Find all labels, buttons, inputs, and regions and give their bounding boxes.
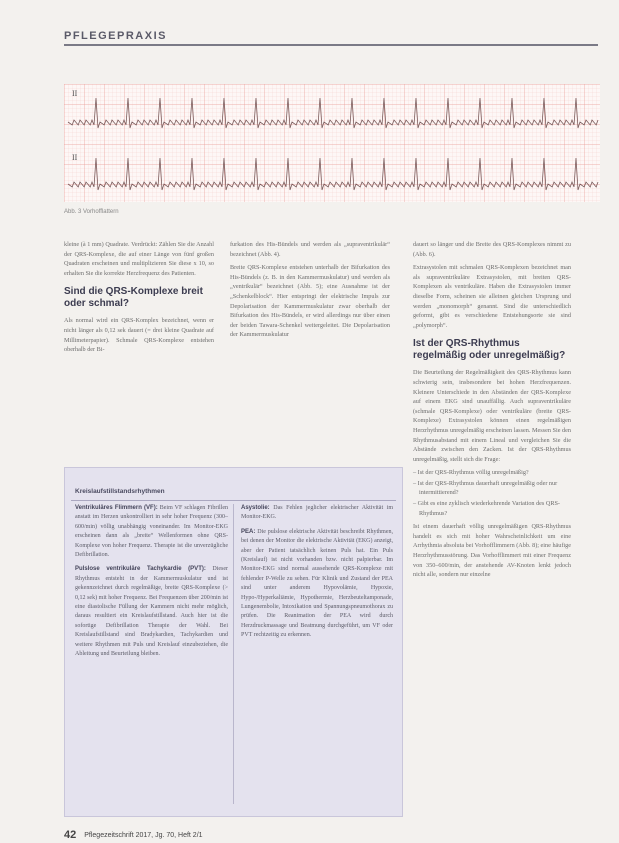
paragraph: kleine (à 1 mm) Quadrate. Verdrückt: Zählen Sie die Anzahl der QRS-Komplexe, die auf einer Länge von fünf großen Quadraten erscheinen und multiplizieren Sie diese x 10, so erhalten Sie die korrekte Herzfrequenz des Patienten. bbox=[64, 241, 214, 277]
subheading: Sind die QRS-Komplexe breit oder schmal? bbox=[64, 286, 203, 310]
journal-citation: Pflegezeitschrift 2017, Jg. 70, Heft 2/1 bbox=[84, 832, 203, 839]
term-text: Das Fehlen jeglicher elektrischer Aktivität im Monitor-EKG. bbox=[241, 505, 393, 521]
term-label: PEA: bbox=[241, 528, 256, 535]
term-text: Dieser Rhythmus entsteht in der Kammermuskulatur und ist gekennzeichnet durch regelmäßige, breite QRS-Komplexe (> 0,12 sek) mit hoher Frequenz. Bei Frequenzen über 200/min ist eine diastolische Füllung der Kammern nicht mehr möglich, daraus resultiert ein Kreislaufstillstand. Auch hier ist die sofortige Defibrillation Therapie der Wahl. Bei Kreislaufstillstand sind Bradykardien, Tachykardien und weitere Rhythmen mit Puls und Kreislauf einzubeziehen, die Ableitung und Beurteilung bleiben. bbox=[75, 566, 228, 658]
info-box-column-left bbox=[75, 504, 228, 665]
term-label: Asystolie: bbox=[241, 505, 270, 511]
list-item: – Gibt es eine zyklisch wiederkehrende Variation des QRS-Rhythmus? bbox=[413, 500, 560, 517]
header-rule bbox=[64, 44, 598, 46]
box-paragraph bbox=[75, 504, 228, 560]
term-text: Beim VF schlagen Fibrillen anstatt im Herzen unkontrolliert in sehr hoher Frequenz (300–600/min) völlig unabhängig voneinander. Im Monitor-EKG erscheinen dann als „breite“ Wellenformen ohne QRS-Komplexe von hoher Frequenz. Therapie ist die unverzügliche Defibrillation. bbox=[75, 505, 228, 559]
paragraph: Breite QRS-Komplexe entstehen unterhalb der Bifurkation des His-Bündels (z. B. in den Kammermuskulatur) und werden als „ventrikulär“ bezeichnet (Abb. 5); eine Ausnahme ist der „Schenkelblock“. Hier entspringt der elektrische Impuls zur Depolarisation der Kammermuskulatur zwar oberhalb der Bifurkation des His-Bündels, er wird allerdings nur über einen der beiden Tawara-Schenkel weitergeleitet. Die Depolarisation der Kammermuskulatur bbox=[230, 264, 390, 339]
lead-label-1: II bbox=[72, 89, 78, 98]
paragraph: Die Beurteilung der Regelmäßigkeit des QRS-Rhythmus kann schwierig sein, insbesondere bei hohen Herzfrequenzen. Kleinere Unterschiede in den Abständen der QRS-Komplexe auf einem EKG sind unauffällig. Auch supraventrikuläre (schmale QRS-Komplexe) oder ventrikuläre (breite QRS-Komplexe) Extrasystolen können einen regelmäßigen Herzrhythmus unregelmäßig erscheinen lassen. Messen Sie den Rhythmusabstand mit einem Lineal und vergleichen Sie die Abstände zwischen den Zacken. Ist der QRS-Rhythmus unregelmäßig, stellt sich die Frage: bbox=[413, 369, 571, 463]
list-item: – Ist der QRS-Rhythmus völlig unregelmäßig? bbox=[413, 469, 529, 477]
page-footer bbox=[64, 829, 203, 841]
lead-label-2: II bbox=[72, 153, 78, 162]
info-box-column-right bbox=[241, 504, 393, 646]
ecg-figure bbox=[64, 84, 600, 202]
list-item: – Ist der QRS-Rhythmus dauerhaft unregelmäßig oder nur intermittierend? bbox=[413, 479, 558, 497]
info-box-title: Kreislaufstillstandsrhythmen bbox=[75, 488, 165, 495]
paragraph: furkation des His-Bündels und werden als „supraventrikulär“ bezeichnet (Abb. 4). bbox=[230, 241, 390, 258]
box-paragraph bbox=[241, 528, 393, 641]
paragraph: dauert so länger und die Breite des QRS-Komplexes nimmt zu (Abb. 6). bbox=[413, 241, 571, 258]
figure-caption: Abb. 3 Vorhofflattern bbox=[64, 209, 119, 215]
box-paragraph bbox=[75, 565, 228, 659]
subheading: Ist der QRS-Rhythmus regelmäßig oder unregelmäßig? bbox=[413, 338, 566, 362]
text-column-3 bbox=[413, 240, 571, 584]
paragraph: Extrasystolen mit schmalen QRS-Komplexen bezeichnet man als supraventrikuläre Extrasystolen, mit breiten QRS-Komplexen als ventrikuläre. Haben die Extrasystolen immer dieselbe Form, scheinen sie alleinen gleichen Ursprung und werden „monomorph“ genannt. Sind die unterschiedlich geformt, gibt es verschiedene Entstehungsorte sie sind „polymorph“. bbox=[413, 264, 571, 329]
text-column-1 bbox=[64, 240, 214, 359]
page-number: 42 bbox=[64, 829, 77, 841]
paragraph: Ist einem dauerhaft völlig unregelmäßigen QRS-Rhythmus handelt es sich mit hoher Wahrscheinlichkeit um eine Arrhythmia absoluta bei Vorhofflimmern (Abb. 8); eine häufige Herzrhythmusstörung. Das Vorhofflimmert mit einer Frequenz von 350–600/min, der anstehende AV-Knoten lenkt jedoch nicht alle, sondern nur einzelne bbox=[413, 523, 571, 579]
question-list bbox=[413, 468, 571, 518]
info-box-rule bbox=[71, 500, 396, 501]
paragraph: Als normal wird ein QRS-Komplex bezeichnet, wenn er nicht länger als 0,12 sek dauert (= drei kleine Quadrate auf Millimeterpapier). Schmale QRS-Komplexe entstehen oberhalb der Bi- bbox=[64, 317, 214, 354]
section-header: PFLEGEPRAXIS bbox=[64, 30, 167, 42]
term-label: Ventrikuläres Flimmern (VF): bbox=[75, 505, 158, 511]
text-column-2 bbox=[230, 240, 390, 344]
info-box-divider bbox=[233, 504, 234, 804]
term-text: Die pulslose elektrische Aktivität beschreibt Rhythmen, bei denen der Monitor die elektrische Aktivität (EKG) anzeigt, aber der Patient tatsächlich keinen Puls hat. Ein Puls (Kreislauf) ist nicht vorhanden bzw. nicht palpierbar. Im Monitor-EKG sind normal aussehende QRS-Komplexe mit fehlender P-Welle zu sehen. Für Klinik und Zustand der PEA sind unter anderem Hypovolämie, Hypoxie, Hypo-/Hyperkaliämie, Hypothermie, Herzbeuteltamponade, Lungenembolie, Intoxikation und Spannungspneumothorax zu prüfen. Die Reanimation der PEA wird durch Herzdruckmassage und Beatmung durchgeführt, um VF oder PVT rechtzeitig zu erkennen. bbox=[241, 528, 393, 639]
ecg-strip bbox=[64, 84, 600, 202]
info-box bbox=[64, 467, 403, 817]
box-paragraph bbox=[241, 504, 393, 523]
term-label: Pulslose ventrikuläre Tachykardie (PVT): bbox=[75, 566, 206, 573]
